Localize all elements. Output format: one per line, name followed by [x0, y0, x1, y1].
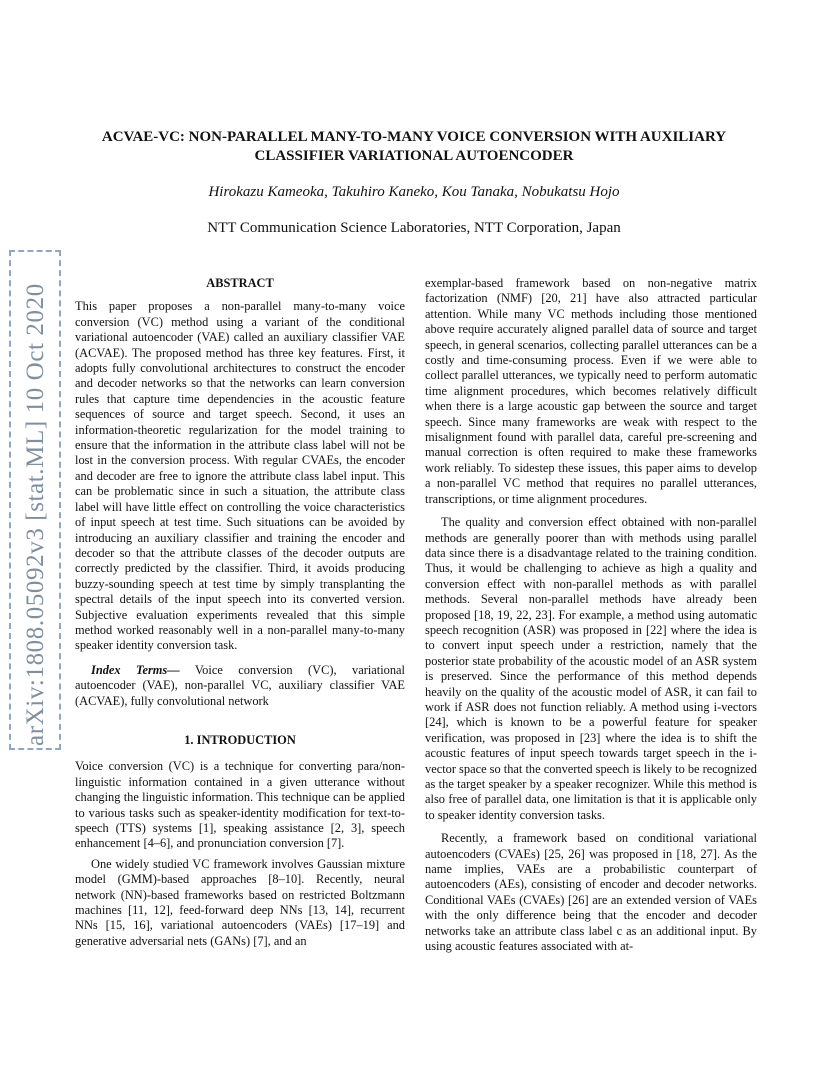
- index-terms-text: Voice conversion (VC), variational autoencoder (VAE), non-parallel VC, auxiliary classifier VAE (ACVAE), fully convolutional network: [75, 662, 405, 708]
- index-terms-label: Index Terms—: [91, 662, 180, 677]
- arxiv-identifier: arXiv:1808.05092v3 [stat.ML] 10 Oct 2020: [22, 283, 49, 746]
- right-paragraph-2: The quality and conversion effect obtained with non-parallel methods are generally poorer than with methods using parallel data since there is a disadvantage related to the training condition. Thus, it would be challenging to achieve as high a quality and conversion effect with non-parallel methods as with parallel methods. Several non-parallel methods have already been proposed [18, 19, 22, 23]. For example, a method using automatic speech recognition (ASR) was proposed in [22] where the idea is to convert input speech under a restriction, namely that the posterior state probability of the acoustic model of an ASR system is preserved. Since the performance of this method depends heavily on the quality of the acoustic model of ASR, it can fail to work if ASR does not function reliably. A method using i-vectors [24], which is known to be a powerful feature for speaker verification, was proposed in [23] where the idea is to shift the acoustic features of input speech towards target speech in the i-vector space so that the converted speech is likely to be recognized as the target speaker by a speaker recognizer. While this method is also free of parallel data, one limitation is that it is applicable only to speaker identity conversion tasks.: [425, 515, 758, 822]
- paper-affiliation: NTT Communication Science Laboratories, NTT Corporation, Japan: [207, 220, 621, 236]
- right-column: [425, 276, 757, 954]
- intro-paragraph-1: Voice conversion (VC) is a technique for converting para/non-linguistic information contained in a given utterance without changing the linguistic information. This technique can be applied to various tasks such as speaker-identity modification for text-to-speech (TTS) systems [1], speaking assistance [2, 3], speech enhancement [4–6], and pronunciation conversion [7].: [75, 759, 405, 851]
- abstract-heading: ABSTRACT: [206, 276, 274, 290]
- paper-title: ACVAE-VC: NON-PARALLEL MANY-TO-MANY VOICE CONVERSION WITH AUXILIARY CLASSIFIER VARIATIONAL AUTOENCODER: [101, 129, 727, 164]
- left-column: [75, 276, 405, 949]
- abstract-text: This paper proposes a non-parallel many-to-many voice conversion (VC) method using a variant of the conditional variational autoencoder (VAE) called an auxiliary classifier VAE (ACVAE). The proposed method has three key features. First, it adopts fully convolutional architectures to construct the encoder and decoder networks so that the networks can learn conversion rules that capture time dependencies in the acoustic feature sequences of source and target speech. Second, it uses an information-theoretic regularization for the model training to ensure that the information in the attribute class label will not be lost in the conversion process. With regular CVAEs, the encoder and decoder are free to ignore the attribute class label input. This can be problematic since in such a situation, the attribute class label will have little effect on controlling the voice characteristics of input speech at test time. Such situations can be avoided by introducing an auxiliary classifier and training the encoder and decoder so that the attribute classes of the decoder outputs are correctly predicted by the classifier. Third, it avoids producing buzzy-sounding speech at test time by simply transplanting the spectral details of the input speech into its converted version. Subjective evaluation experiments revealed that this simple method worked reasonably well in a non-parallel many-to-many speaker identity conversion task.: [75, 299, 405, 653]
- intro-paragraph-2: One widely studied VC framework involves Gaussian mixture model (GMM)-based approaches [8–10]. Recently, neural network (NN)-based frameworks based on restricted Boltzmann machines [11, 12], feed-forward deep NNs [13, 14], recurrent NNs [15, 16], variational autoencoders (VAEs) [17–19] and generative adversarial nets (GANs) [7], and an: [75, 856, 405, 948]
- right-paragraph-3: Recently, a framework based on conditional variational autoencoders (CVAEs) [25, 26] was proposed in [18, 27]. As the name implies, VAEs are a probabilistic counterpart of autoencoders (AEs), consisting of encoder and decoder networks. Conditional VAEs (CVAEs) [26] are an extended version of VAEs with the only difference being that the encoder and decoder networks take an attribute class label c as an additional input. By using acoustic features associated with at-: [425, 831, 757, 954]
- index-terms: [75, 663, 405, 709]
- paper-authors: Hirokazu Kameoka, Takuhiro Kaneko, Kou Tanaka, Nobukatsu Hojo: [208, 184, 620, 200]
- intro-heading: 1. INTRODUCTION: [184, 732, 296, 747]
- right-paragraph-1: exemplar-based framework based on non-negative matrix factorization (NMF) [20, 21] have also attracted particular attention. While many VC methods including those mentioned above require accurately aligned parallel data of source and target speech, in general scenarios, collecting parallel utterances can be a costly and time-consuming process. Even if we were able to collect parallel utterances, we typically need to perform automatic time alignment procedures, which becomes relatively difficult when there is a large acoustic gap between the source and target speech. Since many frameworks are weak with respect to the misalignment found with parallel data, careful pre-screening and manual correction is often required to make these frameworks work reliably. To sidestep these issues, this paper aims to develop a non-parallel VC method that requires no parallel utterances, transcriptions, or time alignment procedures.: [425, 276, 757, 506]
